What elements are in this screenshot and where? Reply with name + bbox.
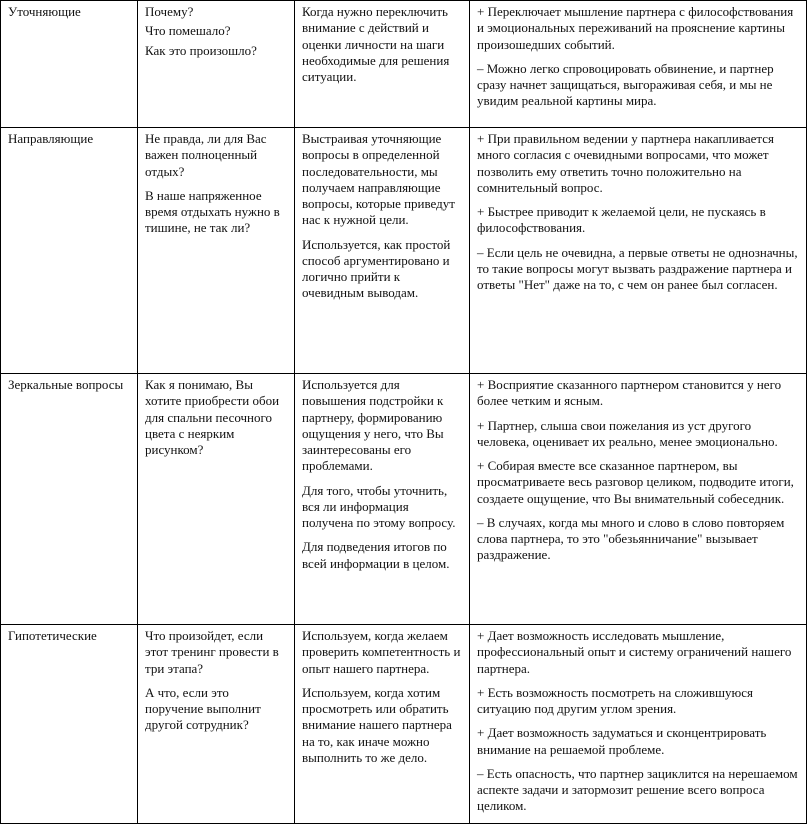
table-row (1, 1, 807, 128)
effect-text: + Восприятие сказанного партнером становится у него более четким и ясным. (477, 377, 782, 409)
effects-cell (470, 625, 807, 824)
examples-cell (138, 374, 295, 625)
example-text: А что, если это поручение выполнит другой сотрудник? (145, 684, 261, 733)
question-type-cell: Направляющие (1, 128, 138, 374)
question-type-cell: Гипотетические (1, 625, 138, 824)
effect-text: + Дает возможность задуматься и сконцентрировать внимание на решаемой проблеме. (477, 725, 767, 757)
effects-cell (470, 128, 807, 374)
effects-cell (470, 374, 807, 625)
effect-text: + Партнер, слыша свои пожелания из уст другого человека, оценивает их реально, менее эмоционально. (477, 417, 778, 449)
example-text: Что помешало? (145, 23, 231, 39)
usage-cell (295, 374, 470, 625)
table-row (1, 128, 807, 374)
effect-text: – Если цель не очевидна, а первые ответы не однозначны, то такие вопросы могут вызвать раздражение партнера и ответы "Нет" даже на то, с чем он ранее был согласен. (477, 244, 798, 292)
example-text: Как я понимаю, Вы хотите приобрести обои для спальни песочного цвета с неярким рисунком? (145, 377, 280, 457)
usage-text: Используем, когда желаем проверить компетентность и опыт нашего партнера. (302, 628, 461, 676)
effect-text: – Можно легко спровоцировать обвинение, и партнер сразу начнет защищаться, выгораживая себя, и мы не увидим реальной картины мира. (477, 60, 774, 109)
example-text: В наше напряженное время отдыхать нужно в тишине, не так ли? (145, 187, 280, 236)
usage-text: Используется для повышения подстройки к партнеру, формированию ощущения у него, что Вы заинтересованы его проблемами. (302, 377, 444, 474)
usage-text: Когда нужно переключить внимание с действий и оценки личности на шаги необходимые для решения ситуации. (302, 4, 450, 84)
usage-cell (295, 128, 470, 374)
question-type-cell: Уточняющие (1, 1, 138, 128)
usage-text: Для того, чтобы уточнить, вся ли информация получена по этому вопросу. (302, 482, 456, 530)
effect-text: + При правильном ведении у партнера накапливается много согласия с очевидными вопросами, что может позволить ему ответить точно положительно на сомнительный вопрос. (477, 131, 774, 195)
effect-text: – В случаях, когда мы много и слово в слово повторяем слова партнера, то это "обезьянничание" вызывает раздражение. (477, 514, 785, 563)
effect-text: – Есть опасность, что партнер зациклится на нерешаемом аспекте задачи и затормозит решение всего вопроса целиком. (477, 765, 798, 814)
effect-text: + Дает возможность исследовать мышление, профессиональный опыт и систему ограничений нашего партнера. (477, 628, 792, 676)
usage-text: Используется, как простой способ аргументировано и логично прийти к очевидным выводам. (302, 236, 451, 301)
question-type-cell: Зеркальные вопросы (1, 374, 138, 625)
usage-text: Для подведения итогов по всей информации в целом. (302, 539, 450, 571)
usage-cell (295, 1, 470, 128)
usage-text: Используем, когда хотим просмотреть или обратить внимание нашего партнера на то, как иначе можно выполнить то же дело. (302, 684, 452, 765)
effects-cell (470, 1, 807, 128)
usage-text: Выстраивая уточняющие вопросы в определенной последовательности, мы получаем направляющие вопросы, которые приведут нас к нужной цели. (302, 131, 455, 228)
examples-cell (138, 625, 295, 824)
example-text: Что произойдет, если этот тренинг провести в три этапа? (145, 628, 279, 676)
examples-cell (138, 128, 295, 374)
table-row (1, 374, 807, 625)
effect-text: + Собирая вместе все сказанное партнером, вы просматриваете весь разговор целиком, подводите итоги, создаете ощущение, что Вы внимательный собеседник. (477, 458, 794, 506)
example-text: Как это произошло? (145, 42, 257, 58)
effect-text: + Быстрее приводит к желаемой цели, не пускаясь в философствования. (477, 204, 766, 236)
example-text: Почему? (145, 4, 194, 19)
example-text: Не правда, ли для Вас важен полноценный отдых? (145, 131, 267, 179)
examples-cell (138, 1, 295, 128)
effect-text: + Переключает мышление партнера с философствования и эмоциональных переживаний на прояснение картины произошедших событий. (477, 4, 794, 52)
effect-text: + Есть возможность посмотреть на сложившуюся ситуацию под другим углом зрения. (477, 684, 753, 716)
table-row (1, 625, 807, 824)
usage-cell (295, 625, 470, 824)
